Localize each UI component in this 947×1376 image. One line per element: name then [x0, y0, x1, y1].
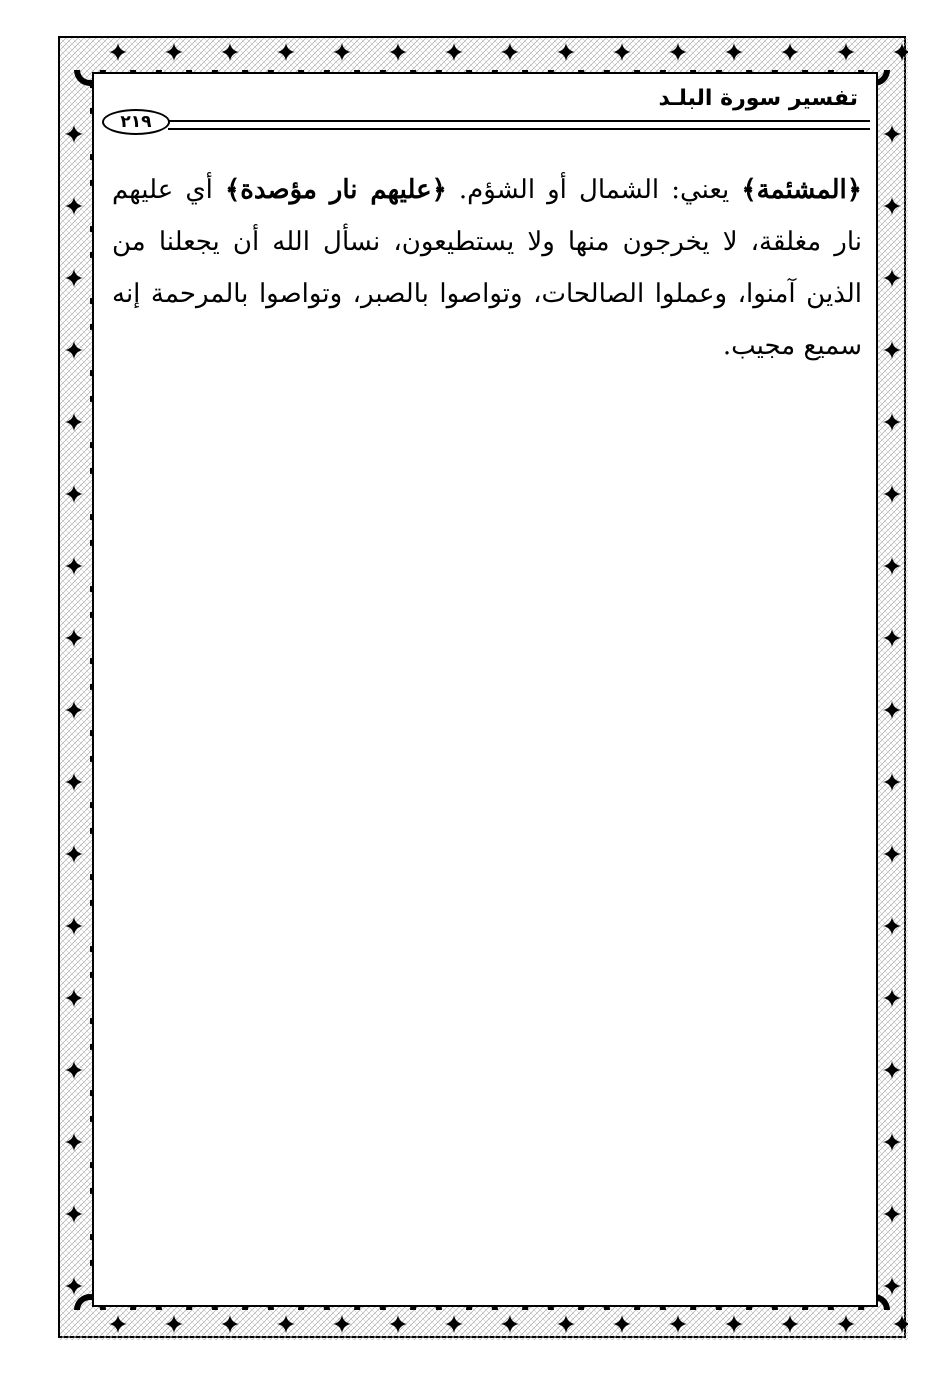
- page-number-badge: ٢١٩: [102, 109, 170, 135]
- body-paragraph: [112, 164, 862, 372]
- commentary-text: أي عليهم نار مغلقة، لا يخرجون منها ولا يستطيعون، نسأل الله أن يجعلنا من الذين آمنوا، وعملوا الصالحات، وتواصوا بالصبر، وتواصوا بالمرحمة إنه سميع مجيب.: [112, 175, 862, 361]
- header-double-rule: [168, 120, 870, 130]
- quran-quote: ﴿المشئمة﴾: [741, 175, 863, 205]
- content-panel: [92, 72, 878, 1307]
- commentary-text: يعني: الشمال أو الشؤم.: [446, 175, 742, 205]
- running-header-title: تفسير سورة البلـد: [658, 86, 858, 111]
- quran-quote: ﴿عليهم نار مؤصدة﴾: [224, 175, 447, 205]
